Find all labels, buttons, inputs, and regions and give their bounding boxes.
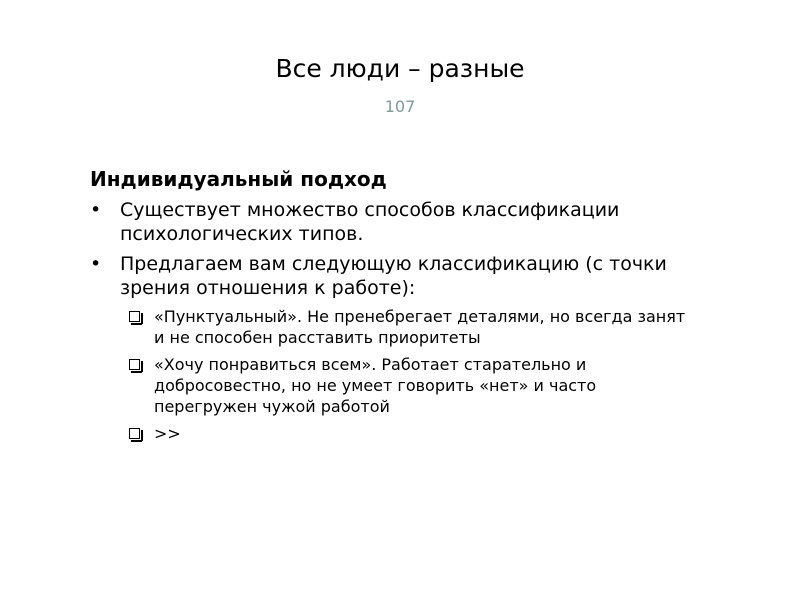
sub-bullet-item (128, 306, 690, 348)
slide-title: Все люди – разные (275, 54, 525, 83)
sub-bullet-item (128, 423, 690, 444)
section-heading: Индивидуальный подход (90, 167, 387, 191)
bullet-item (90, 198, 690, 246)
page-number: 107 (384, 97, 416, 116)
sub-bullet-text: >> (154, 424, 181, 443)
bullet-text: Предлагаем вам следующую классификацию (с точки зрения отношения к работе): (120, 253, 667, 299)
bullet-dot-icon: • (90, 199, 102, 221)
sub-bullet-text: «Хочу понравиться всем». Работает старательно и добросовестно, но не умеет говорить «нет» и часто перегружен чужой работой (154, 355, 597, 416)
slide-content (90, 166, 690, 450)
checkbox-icon (129, 359, 140, 370)
bullet-list (90, 198, 690, 300)
sub-bullet-text: «Пунктуальный». Не пренебрегает деталями, но всегда занят и не способен расставить приоритеты (154, 307, 686, 347)
checkbox-icon (129, 428, 140, 439)
checkbox-icon (129, 311, 140, 322)
sub-bullet-item (128, 354, 690, 417)
bullet-dot-icon: • (90, 253, 102, 275)
sub-bullet-list (128, 306, 690, 444)
bullet-text: Существует множество способов классификации психологических типов. (120, 199, 620, 245)
bullet-item (90, 252, 690, 300)
